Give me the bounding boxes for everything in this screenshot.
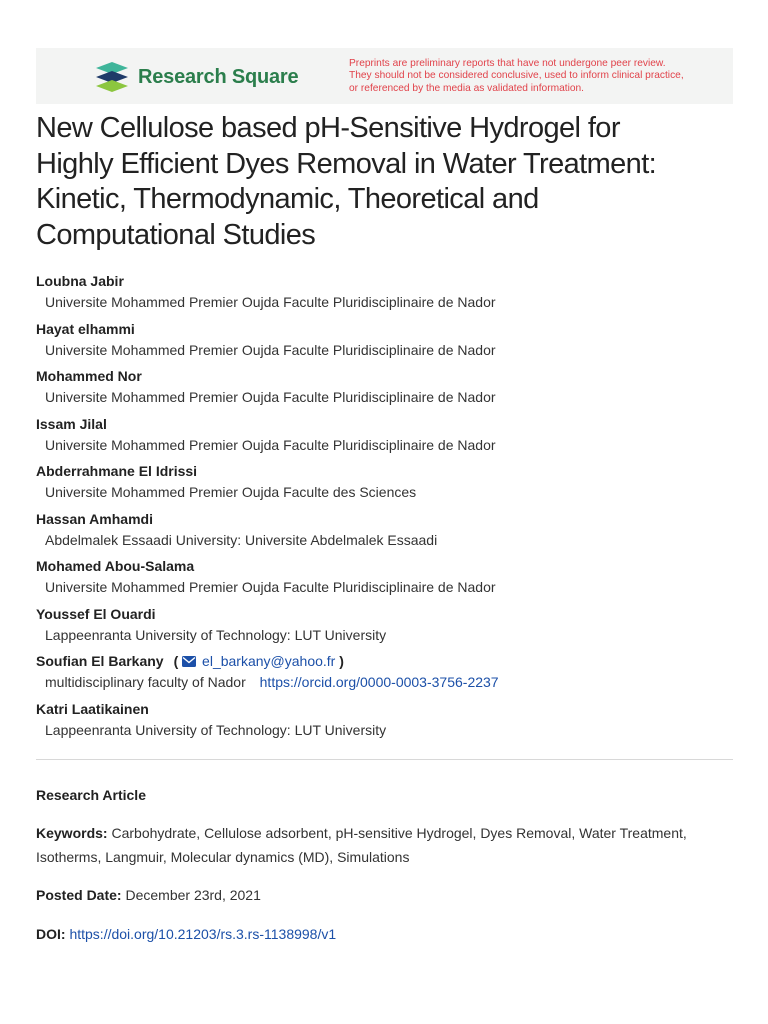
author-name: Katri Laatikainen (36, 700, 149, 717)
author-affiliation: Universite Mohammed Premier Oujda Faculte Pluridisciplinaire de Nador (45, 389, 496, 405)
posted-date-value: December 23rd, 2021 (125, 887, 261, 903)
author-name: Abderrahmane El Idrissi (36, 463, 198, 479)
doi-label: DOI: (36, 926, 66, 942)
peer-review-disclaimer (349, 58, 719, 95)
author-affiliation: Lappeenranta University of Technology: LUT University (45, 721, 387, 738)
author-name: Mohammed Nor (36, 368, 142, 384)
doi-block (36, 922, 736, 946)
author-entry (36, 461, 736, 509)
author-entry (36, 271, 736, 319)
author-name: Hassan Amhamdi (36, 510, 153, 527)
keywords-value: Carbohydrate, Cellulose adsorbent, pH-sensitive Hydrogel, Dyes Removal, Water Treatment, Isotherms, Langmuir, Molecular dynamics (MD), Simulations (36, 825, 687, 865)
email-open-paren: ( (173, 653, 179, 669)
envelope-icon (182, 656, 196, 667)
disclaimer-line: or referenced by the media as validated information. (349, 82, 585, 94)
research-square-logo-icon (94, 62, 130, 92)
author-entry (36, 699, 736, 747)
author-affiliation: Universite Mohammed Premier Oujda Faculte Pluridisciplinaire de Nador (45, 294, 496, 310)
author-list (36, 271, 736, 746)
email-close-paren: ) (339, 653, 344, 669)
title-line: Kinetic, Thermodynamic, Theoretical and (36, 183, 539, 215)
author-entry (36, 319, 736, 367)
author-name: Soufian El Barkany (36, 653, 164, 669)
author-entry (36, 556, 736, 604)
author-affiliation: Universite Mohammed Premier Oujda Faculte Pluridisciplinaire de Nador (45, 579, 496, 595)
author-name: Loubna Jabir (36, 273, 124, 289)
preprint-banner (36, 48, 733, 104)
author-email-link[interactable]: el_barkany@yahoo.fr (202, 653, 336, 669)
article-type: Research Article (36, 787, 146, 803)
brand-word-2: Square (231, 65, 299, 88)
research-square-logo[interactable] (94, 62, 298, 92)
doi-link[interactable]: https://doi.org/10.21203/rs.3.rs-1138998/v1 (69, 926, 337, 942)
brand-word-1: Research (138, 65, 227, 88)
disclaimer-line: Preprints are preliminary reports that have not undergone peer review. (349, 58, 666, 69)
author-entry (36, 604, 736, 652)
author-entry (36, 414, 736, 462)
keywords-label: Keywords: (36, 825, 108, 841)
author-affiliation: Universite Mohammed Premier Oujda Faculte Pluridisciplinaire de Nador (45, 341, 496, 358)
author-name: Youssef El Ouardi (36, 605, 156, 622)
title-line: New Cellulose based pH-Sensitive Hydrogel for (36, 112, 620, 144)
author-affiliation: Universite Mohammed Premier Oujda Faculte Pluridisciplinaire de Nador (45, 436, 496, 453)
paper-title (36, 111, 736, 253)
orcid-link[interactable]: https://orcid.org/0000-0003-3756-2237 (259, 674, 499, 690)
author-name: Hayat elhammi (36, 320, 135, 337)
author-entry (36, 509, 736, 557)
section-divider (36, 759, 733, 760)
disclaimer-line: They should not be considered conclusive, used to inform clinical practice, (349, 70, 684, 82)
author-entry (36, 366, 736, 414)
posted-date-block (36, 883, 736, 907)
brand-name (138, 66, 298, 89)
title-line: Highly Efficient Dyes Removal in Water Treatment: (36, 147, 657, 180)
author-affiliation: multidisciplinary faculty of Nador (45, 674, 246, 690)
author-affiliation: Universite Mohammed Premier Oujda Faculte des Sciences (45, 484, 417, 500)
author-name: Issam Jilal (36, 415, 107, 432)
author-affiliation: Lappeenranta University of Technology: LUT University (45, 626, 387, 643)
author-name: Mohamed Abou-Salama (36, 558, 195, 574)
posted-date-label: Posted Date: (36, 887, 122, 903)
author-entry-corresponding (36, 651, 736, 699)
author-affiliation-row (45, 671, 736, 693)
author-affiliation: Abdelmalek Essaadi University: Universite Abdelmalek Essaadi (45, 531, 438, 548)
title-line: Computational Studies (36, 218, 316, 251)
email-group (174, 651, 344, 671)
keywords-block (36, 821, 736, 869)
corresponding-author-line (36, 651, 736, 671)
